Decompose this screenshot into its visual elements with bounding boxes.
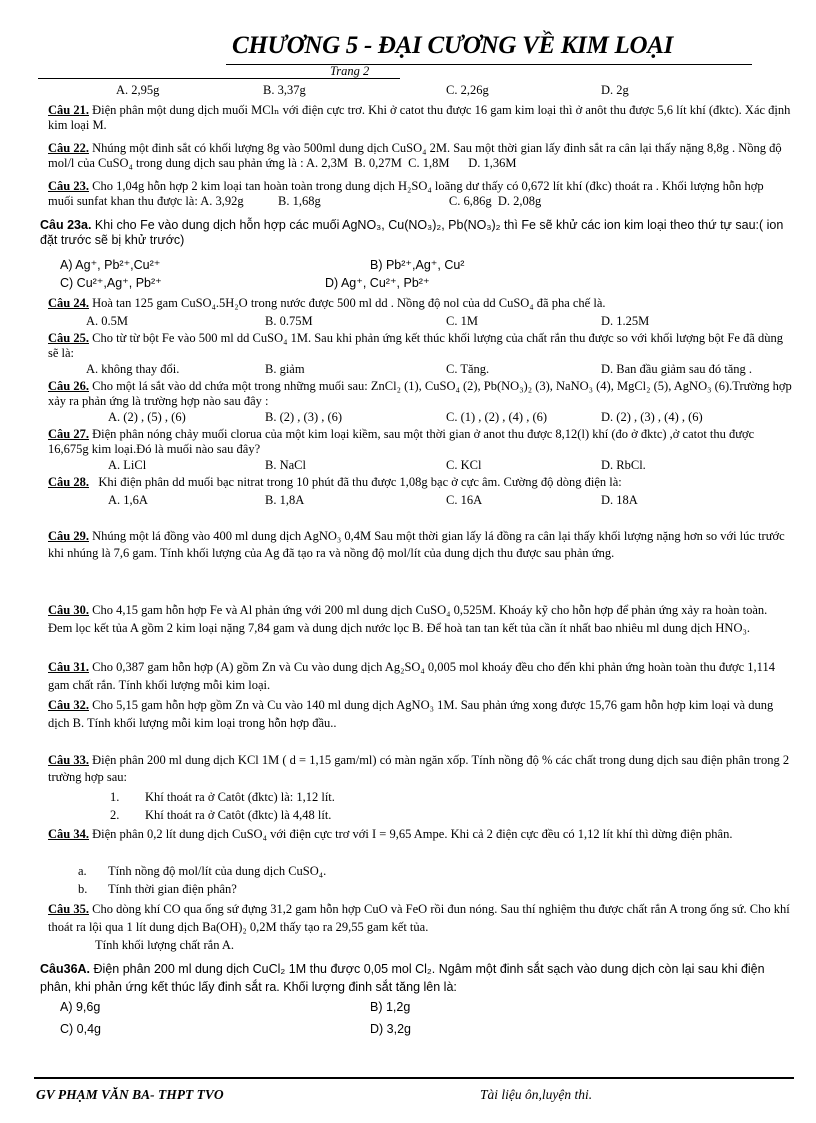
item-text: Tính thời gian điện phân? bbox=[108, 882, 237, 896]
footer-author: GV PHẠM VĂN BA- THPT TVO bbox=[36, 1087, 224, 1102]
question-text: Điện phân 0,2 lít dung dịch CuSO₄ với điện cực trơ với I = 9,65 Ampe. Khi cả 2 điện cực đều có 1,12 lít khí thì dừng điện phân. bbox=[92, 827, 733, 841]
question-label: Câu 30. bbox=[48, 603, 89, 617]
answer-b: B. (2) , (3) , (6) bbox=[265, 410, 343, 424]
question-text: Cho từ từ bột Fe vào 500 ml dd CuSO₄ 1M. Sau khi phản ứng kết thúc khối lượng của chất rắn thu được so với khối lượng bột Fe đã dùng sẽ là: bbox=[48, 331, 783, 360]
question-26 bbox=[48, 379, 792, 409]
question-label: Câu 23a. bbox=[40, 218, 92, 232]
answer-b: B. 1,8A bbox=[265, 493, 305, 507]
question-label: Câu 29. bbox=[48, 529, 89, 543]
answer-d: D. RbCl. bbox=[601, 458, 646, 472]
answer-a: A. 1,6A bbox=[108, 493, 148, 507]
question-label: Câu 25. bbox=[48, 331, 89, 345]
item-text: Tính nồng độ mol/lít của dung dịch CuSO₄. bbox=[108, 864, 327, 878]
answer-a: A. 3,92g bbox=[200, 194, 244, 208]
footer-note: Tài liệu ôn,luyện thi. bbox=[480, 1087, 593, 1102]
question-text: Cho 1,04g hỗn hợp 2 kim loại tan hoàn toàn trong dung dịch H₂SO₄ loãng dư thấy có 0,672 lít khí (đkc) thoát ra . Khối lượng hỗn hợp muối sunfat khan thu được là: bbox=[48, 179, 764, 208]
question-text: Điện phân nóng chảy muối clorua của một kim loại kiềm, sau một thời gian ở anot thu được 8,12(l) khí (đo ở đktc) ,ở catot thu được 16,675g kim loại.Đó là muối nào sau đây? bbox=[48, 427, 755, 456]
answer-a: A) Ag⁺, Pb²⁺,Cu²⁺ bbox=[60, 258, 161, 272]
answer-a: A. không thay đổi. bbox=[86, 362, 180, 376]
answer-b: B. NaCl bbox=[265, 458, 306, 472]
question-text: Điện phân 200 ml dung dịch KCl 1M ( d = 1,15 gam/ml) có màn ngăn xốp. Tính nồng độ % các chất trong dung dịch sau điện phân trong 2 trường hợp sau: bbox=[48, 753, 790, 784]
title-underline bbox=[226, 64, 752, 65]
question-34 bbox=[48, 826, 792, 843]
answer-d: D. (2) , (3) , (4) , (6) bbox=[601, 410, 703, 424]
question-30 bbox=[48, 602, 792, 637]
question-35 bbox=[48, 900, 792, 936]
question-text: Hoà tan 125 gam CuSO₄.5H₂O trong nước được 500 ml dd . Nồng độ nol của dd CuSO₄ đã pha chế là. bbox=[92, 296, 606, 310]
prev-answer-d: D. 2g bbox=[601, 83, 629, 97]
answer-d: D. 1.25M bbox=[601, 314, 650, 328]
question-text: Cho một lá sắt vào dd chứa một trong những muối sau: ZnCl₂ (1), CuSO₄ (2), Pb(NO₃)₂ (3), NaNO₃ (4), MgCl₂ (5), AgNO₃ (6).Trường hợp xảy ra phản ứng là trường hợp nào sau đây : bbox=[48, 379, 792, 408]
question-text: Nhúng một đinh sắt có khối lượng 8g vào 500ml dung dịch CuSO₄ 2M. Sau một thời gian lấy đinh sắt ra cân lại thấy nặng 8,8g . Nồng độ mol/l của CuSO₄ trong dung dịch sau phản ứng là : bbox=[48, 141, 782, 170]
question-36a bbox=[40, 960, 794, 996]
answer-b: B. 0,27M bbox=[354, 156, 402, 170]
item-number: 1. bbox=[110, 790, 120, 804]
item-letter: b. bbox=[78, 882, 88, 896]
question-text: Nhúng một lá đồng vào 400 ml dung dịch AgNO₃ 0,4M Sau một thời gian lấy lá đồng ra cân lại thấy khối lượng nặng hơn so với lúc trước khi nhúng là 7,6 gam. Tính khối lượng của Ag đã tạo ra và nồng độ mol/lít của dung dịch thu được sau phản ứng. bbox=[48, 529, 785, 560]
question-label: Câu36A. bbox=[40, 962, 91, 976]
header-rule bbox=[38, 78, 400, 79]
answer-c: C. 1,8M bbox=[408, 156, 450, 170]
answer-c: C. 6,86g bbox=[448, 194, 492, 208]
question-text: Điện phân 200 ml dung dịch CuCl₂ 1M thu được 0,05 mol Cl₂. Ngâm một đinh sắt sạch vào dung dịch còn lại sau khi điện phân, khi phản ứng kết thúc lấy đinh sắt ra. Khối lượng đinh sắt tăng lên là: bbox=[40, 962, 765, 994]
question-24 bbox=[48, 296, 792, 311]
answer-d: D. Ban đầu giảm sau đó tăng . bbox=[601, 362, 753, 376]
footer-rule bbox=[34, 1077, 794, 1079]
answer-c: C. Tăng. bbox=[446, 362, 490, 376]
prev-answer-c: C. 2,26g bbox=[446, 83, 489, 97]
question-29 bbox=[48, 528, 792, 562]
prev-answer-a: A. 2,95g bbox=[116, 83, 160, 97]
item-text: Khí thoát ra ở Catôt (đktc) là: 1,12 lít. bbox=[145, 790, 335, 804]
answer-a: A. (2) , (5) , (6) bbox=[108, 410, 186, 424]
item-text: Khí thoát ra ở Catôt (đktc) là 4,48 lít. bbox=[145, 808, 332, 822]
answer-c: C. KCl bbox=[446, 458, 482, 472]
question-label: Câu 33. bbox=[48, 753, 89, 767]
question-label: Câu 31. bbox=[48, 660, 89, 674]
question-label: Câu 23. bbox=[48, 179, 89, 193]
answer-b: B. 1,68g bbox=[278, 194, 321, 208]
question-28 bbox=[48, 475, 622, 490]
question-23a bbox=[40, 218, 792, 248]
chapter-title: CHƯƠNG 5 - ĐẠI CƯƠNG VỀ KIM LOẠI bbox=[232, 32, 674, 59]
answer-b: B) Pb²⁺,Ag⁺, Cu² bbox=[370, 258, 465, 272]
question-label: Câu 35. bbox=[48, 902, 89, 916]
answer-c: C) 0,4g bbox=[60, 1022, 101, 1036]
question-label: Câu 26. bbox=[48, 379, 89, 393]
answer-c: C. (1) , (2) , (4) , (6) bbox=[446, 410, 548, 424]
question-text: Cho 0,387 gam hỗn hợp (A) gồm Zn và Cu vào dung dịch Ag₂SO₄ 0,005 mol khoáy đều cho đến khi phản ứng hoàn toàn thu được 1,114 gam chất rắn. Tính khối lượng mỗi kim loại. bbox=[48, 660, 775, 692]
answer-b: B. 0.75M bbox=[265, 314, 313, 328]
question-label: Câu 22. bbox=[48, 141, 89, 155]
question-23 bbox=[48, 179, 792, 209]
answer-d: D. 1,36M bbox=[468, 156, 517, 170]
question-25 bbox=[48, 331, 792, 361]
item-number: 2. bbox=[110, 808, 120, 822]
question-label: Câu 21. bbox=[48, 103, 89, 117]
answer-a: A. LiCl bbox=[108, 458, 147, 472]
question-32 bbox=[48, 697, 792, 732]
question-21 bbox=[48, 103, 792, 133]
item-letter: a. bbox=[78, 864, 87, 878]
answer-a: A. 0.5M bbox=[86, 314, 129, 328]
answer-b: B. giảm bbox=[265, 362, 305, 376]
answer-a: A. 2,3M bbox=[306, 156, 349, 170]
question-27 bbox=[48, 427, 794, 457]
answer-c: C. 1M bbox=[446, 314, 478, 328]
question-label: Câu 32. bbox=[48, 698, 89, 712]
answer-b: B) 1,2g bbox=[370, 1000, 411, 1014]
answer-a: A) 9,6g bbox=[60, 1000, 101, 1014]
answer-d: D. 2,08g bbox=[497, 194, 542, 208]
question-35-task: Tính khối lượng chất rắn A. bbox=[95, 938, 235, 952]
question-label: Câu 24. bbox=[48, 296, 89, 310]
question-label: Câu 28. bbox=[48, 475, 89, 489]
question-33 bbox=[48, 752, 792, 786]
question-label: Câu 27. bbox=[48, 427, 89, 441]
question-22 bbox=[48, 141, 792, 171]
question-text: Điện phân một dung dịch muối MClₙ với điện cực trơ. Khi ở catot thu được 16 gam kim loại thì ở anôt thu được 5,6 lít khí (đktc). Xác định kim loại M. bbox=[48, 103, 791, 132]
prev-answer-b: B. 3,37g bbox=[263, 83, 306, 97]
answer-c: C) Cu²⁺,Ag⁺, Pb²⁺ bbox=[60, 276, 162, 290]
answer-d: D) Ag⁺, Cu²⁺, Pb²⁺ bbox=[325, 276, 430, 290]
question-text: Cho dòng khí CO qua ống sứ đựng 31,2 gam hỗn hợp CuO và FeO rồi đun nóng. Sau thí nghiệm thu được chất rắn A trong ống sứ. Cho khí thoát ra lội qua 1 lít dung dịch Ba(OH)₂ 0,2M thấy tạo ra 29,55 gam kết tủa. bbox=[48, 902, 790, 934]
question-31 bbox=[48, 659, 792, 694]
answer-d: D. 18A bbox=[601, 493, 638, 507]
question-label: Câu 34. bbox=[48, 827, 89, 841]
question-text: Khi cho Fe vào dung dịch hỗn hợp các muối AgNO₃, Cu(NO₃)₂, Pb(NO₃)₂ thì Fe sẽ khử các ion kim loại theo thứ tự sau:( ion đặt trước sẽ bị khử trước) bbox=[40, 218, 784, 247]
question-text: Cho 5,15 gam hỗn hợp gồm Zn và Cu vào 140 ml dung dịch AgNO₃ 1M. Sau phản ứng xong được 15,76 gam hỗn hợp kim loại và dung dịch B. Tính khối lượng mỗi kim loại trong hỗn hợp đầu.. bbox=[48, 698, 774, 730]
question-text: Khi điện phân dd muối bạc nitrat trong 10 phút đã thu được 1,08g bạc ở cực âm. Cường độ dòng điện là: bbox=[98, 475, 622, 489]
answer-c: C. 16A bbox=[446, 493, 483, 507]
answer-d: D) 3,2g bbox=[370, 1022, 411, 1036]
question-text: Cho 4,15 gam hỗn hợp Fe và Al phản ứng với 200 ml dung dịch CuSO₄ 0,525M. Khoáy kỹ cho hỗn hợp để phản ứng xảy ra hoàn toàn. Đem lọc kết tủa A gồm 2 kim loại nặng 7,84 gam và dung dịch nước lọc B. Để hoà tan tan kết tủa cần ít nhất bao nhiêu ml dung dịch HNO₃. bbox=[48, 603, 768, 635]
page-number: Trang 2 bbox=[330, 64, 370, 78]
